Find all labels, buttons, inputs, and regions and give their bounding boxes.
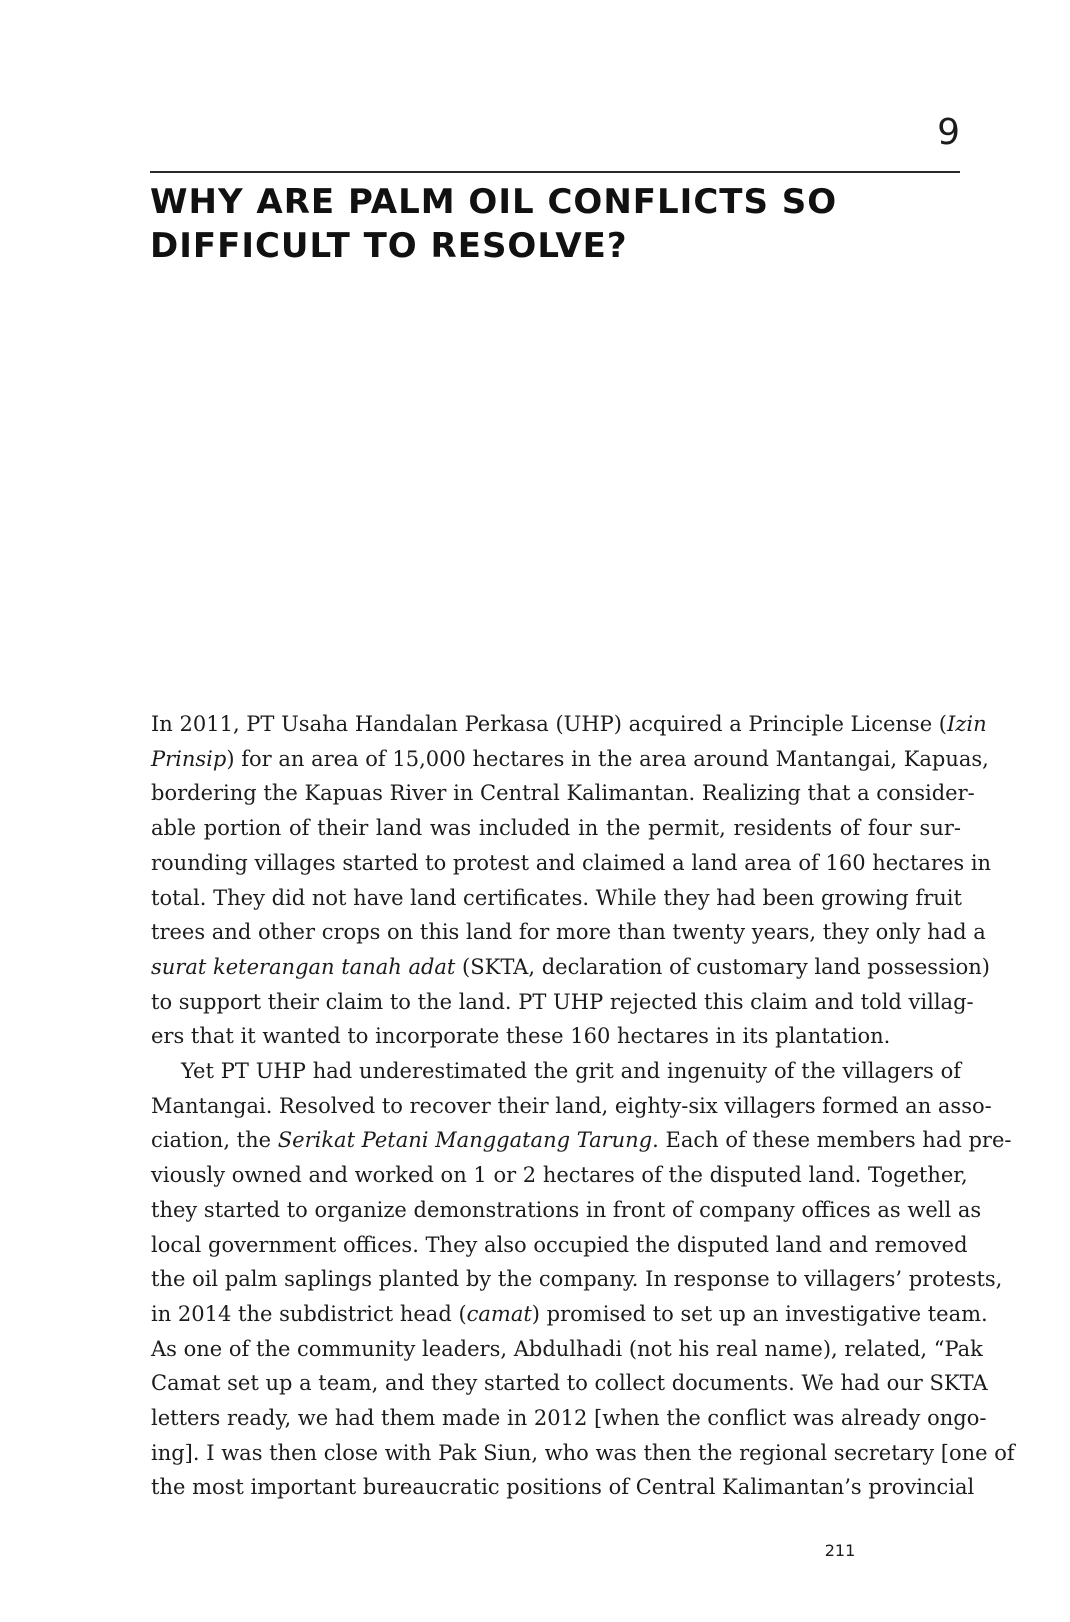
chapter-title-line: WHY ARE PALM OIL CONFLICTS SO [150, 182, 838, 222]
text-line: Camat set up a team, and they started to collect documents. We had our SKTA [151, 1371, 988, 1396]
text-line: total. They did not have land certificates. While they had been growing fruit [151, 885, 962, 910]
text-line [151, 742, 989, 777]
text-line: rounding villages started to protest and claimed a land area of 160 hectares in [151, 850, 992, 875]
text-line: able portion of their land was included in the permit, residents of four sur- [151, 816, 961, 841]
text-line: local government offices. They also occupied the disputed land and removed [151, 1232, 968, 1257]
text-run: (SKTA, declaration of customary land possession) [455, 954, 990, 979]
text-run: . Each of these members had pre- [652, 1128, 1012, 1153]
italic-run: Prinsip [151, 746, 227, 771]
body-text [151, 707, 1015, 1505]
text-run: ) promised to set up an investigative team. [531, 1301, 988, 1326]
text-line: letters ready, we had them made in 2012 [when the conflict was already ongo- [151, 1406, 987, 1431]
text-line: trees and other crops on this land for more than twenty years, they only had a [151, 920, 986, 945]
chapter-title [150, 180, 960, 268]
italic-run: surat keterangan tanah adat [151, 954, 456, 979]
text-run: ciation, the [151, 1128, 278, 1153]
page-number: 211 [824, 1541, 856, 1560]
text-line: the oil palm saplings planted by the company. In response to villagers’ protests, [151, 1267, 1003, 1292]
text-run: in 2014 the subdistrict head ( [151, 1301, 467, 1326]
italic-run: Serikat Petani Manggatang Tarung [277, 1128, 653, 1153]
text-line: they started to organize demonstrations in front of company offices as well as [151, 1197, 982, 1222]
text-line [151, 1297, 988, 1332]
text-line: the most important bureaucratic positions of Central Kalimantan’s provincial [151, 1475, 975, 1500]
text-line [151, 707, 987, 742]
text-line [151, 1123, 1012, 1158]
italic-run: Izin [947, 712, 987, 736]
chapter-title-line: DIFFICULT TO RESOLVE? [150, 226, 628, 266]
italic-run: camat [466, 1301, 532, 1326]
text-line: viously owned and worked on 1 or 2 hectares of the disputed land. Together, [151, 1163, 968, 1188]
text-run: In 2011, PT Usaha Handalan Perkasa (UHP) acquired a Principle License ( [151, 712, 947, 736]
text-line: Mantangai. Resolved to recover their land, eighty-six villagers formed an asso- [151, 1093, 992, 1118]
chapter-number: 9 [937, 112, 960, 153]
text-line: ers that it wanted to incorporate these 160 hectares in its plantation. [151, 1024, 891, 1049]
text-line: to support their claim to the land. PT UHP rejected this claim and told villag- [151, 989, 974, 1014]
text-run: ) for an area of 15,000 hectares in the area around Mantangai, Kapuas, [226, 746, 989, 771]
chapter-rule [150, 171, 960, 173]
text-line: bordering the Kapuas River in Central Kalimantan. Realizing that a consider- [151, 781, 975, 806]
text-line: Yet PT UHP had underestimated the grit and ingenuity of the villagers of [181, 1059, 961, 1084]
text-line: As one of the community leaders, Abdulhadi (not his real name), related, “Pak [151, 1336, 983, 1361]
text-line [151, 950, 990, 985]
text-line: ing]. I was then close with Pak Siun, who was then the regional secretary [one of [151, 1440, 1015, 1465]
